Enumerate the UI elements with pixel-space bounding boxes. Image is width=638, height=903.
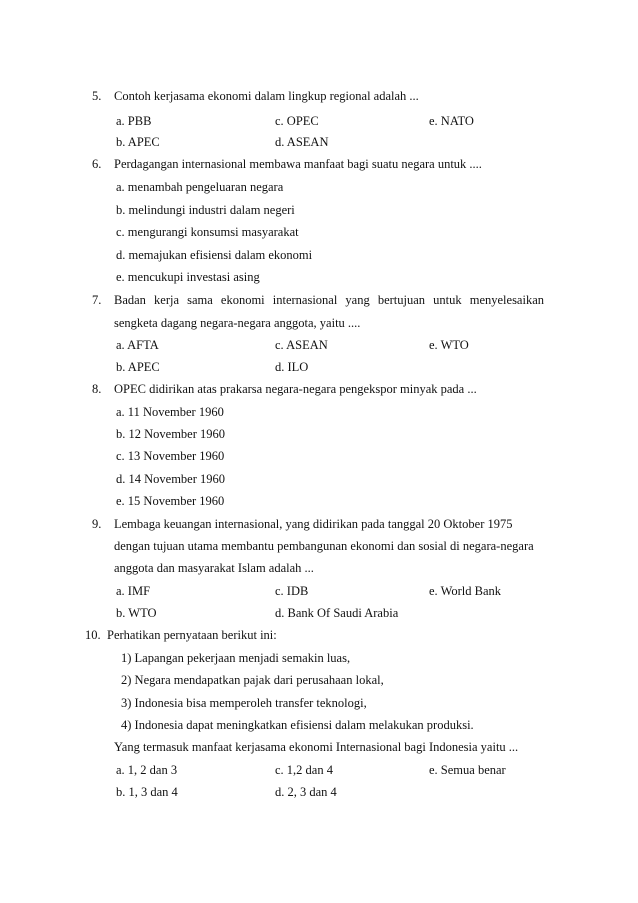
question-5-option-b: b. APEC xyxy=(116,135,160,149)
question-5-text: Contoh kerjasama ekonomi dalam lingkup regional adalah ... xyxy=(114,89,419,103)
question-10-text: Perhatikan pernyataan berikut ini: xyxy=(107,628,277,642)
question-8-option-b: b. 12 November 1960 xyxy=(116,427,226,441)
question-9-text-line-2: dengan tujuan utama membantu pembangunan ekonomi dan sosial di negara-negara xyxy=(114,539,534,553)
question-9-option-a: a. IMF xyxy=(116,584,151,598)
question-10-option-e: e. Semua benar xyxy=(429,763,506,777)
question-9-option-b: b. WTO xyxy=(116,606,157,620)
question-5-option-c: c. OPEC xyxy=(275,114,319,128)
question-10-option-a: a. 1, 2 dan 3 xyxy=(116,763,178,777)
question-7-option-a: a. AFTA xyxy=(116,338,159,352)
question-8-option-c: c. 13 November 1960 xyxy=(116,449,225,463)
question-9-option-e: e. World Bank xyxy=(429,584,502,598)
question-9-text-line-3: anggota dan masyarakat Islam adalah ... xyxy=(114,561,314,575)
question-6-option-b: b. melindungi industri dalam negeri xyxy=(116,203,295,217)
question-7-number: 7. xyxy=(92,293,102,307)
question-9-number: 9. xyxy=(92,517,102,531)
question-6-option-c: c. mengurangi konsumsi masyarakat xyxy=(116,225,299,239)
question-9-option-c: c. IDB xyxy=(275,584,309,598)
question-7-text-line-1: Badan kerja sama ekonomi internasional yang bertujuan untuk menyelesaikan xyxy=(114,293,544,307)
question-8-option-d: d. 14 November 1960 xyxy=(116,472,226,486)
question-6-number: 6. xyxy=(92,157,102,171)
question-6-option-e: e. mencukupi investasi asing xyxy=(116,270,260,284)
question-9-option-d: d. Bank Of Saudi Arabia xyxy=(275,606,399,620)
question-10-statement-2: 2) Negara mendapatkan pajak dari perusahaan lokal, xyxy=(121,673,384,687)
question-8-option-a: a. 11 November 1960 xyxy=(116,405,224,419)
question-10-stem: Yang termasuk manfaat kerjasama ekonomi Internasional bagi Indonesia yaitu ... xyxy=(114,740,519,754)
question-5-number: 5. xyxy=(92,89,102,103)
question-5-option-d: d. ASEAN xyxy=(275,135,329,149)
question-7-text-line-2: sengketa dagang negara-negara anggota, yaitu .... xyxy=(114,316,361,330)
question-9-text-line-1: Lembaga keuangan internasional, yang didirikan pada tanggal 20 Oktober 1975 xyxy=(114,517,513,531)
question-8-number: 8. xyxy=(92,382,102,396)
question-5-option-e: e. NATO xyxy=(429,114,474,128)
question-10-option-c: c. 1,2 dan 4 xyxy=(275,763,333,777)
question-10-statement-3: 3) Indonesia bisa memperoleh transfer teknologi, xyxy=(121,696,367,710)
question-6-text: Perdagangan internasional membawa manfaat bagi suatu negara untuk .... xyxy=(114,157,482,171)
question-7-option-d: d. ILO xyxy=(275,360,309,374)
question-7-option-e: e. WTO xyxy=(429,338,469,352)
question-10-option-b: b. 1, 3 dan 4 xyxy=(116,785,178,799)
question-7-option-b: b. APEC xyxy=(116,360,160,374)
question-6-option-d: d. memajukan efisiensi dalam ekonomi xyxy=(116,248,313,262)
question-10-option-d: d. 2, 3 dan 4 xyxy=(275,785,337,799)
question-8-text: OPEC didirikan atas prakarsa negara-negara pengekspor minyak pada ... xyxy=(114,382,477,396)
question-7-option-c: c. ASEAN xyxy=(275,338,328,352)
question-10-number: 10. xyxy=(85,628,101,642)
question-10-statement-4: 4) Indonesia dapat meningkatkan efisiensi dalam melakukan produksi. xyxy=(121,718,474,732)
question-6-option-a: a. menambah pengeluaran negara xyxy=(116,180,284,194)
question-10-statement-1: 1) Lapangan pekerjaan menjadi semakin luas, xyxy=(121,651,351,665)
question-8-option-e: e. 15 November 1960 xyxy=(116,494,225,508)
question-5-option-a: a. PBB xyxy=(116,114,152,128)
